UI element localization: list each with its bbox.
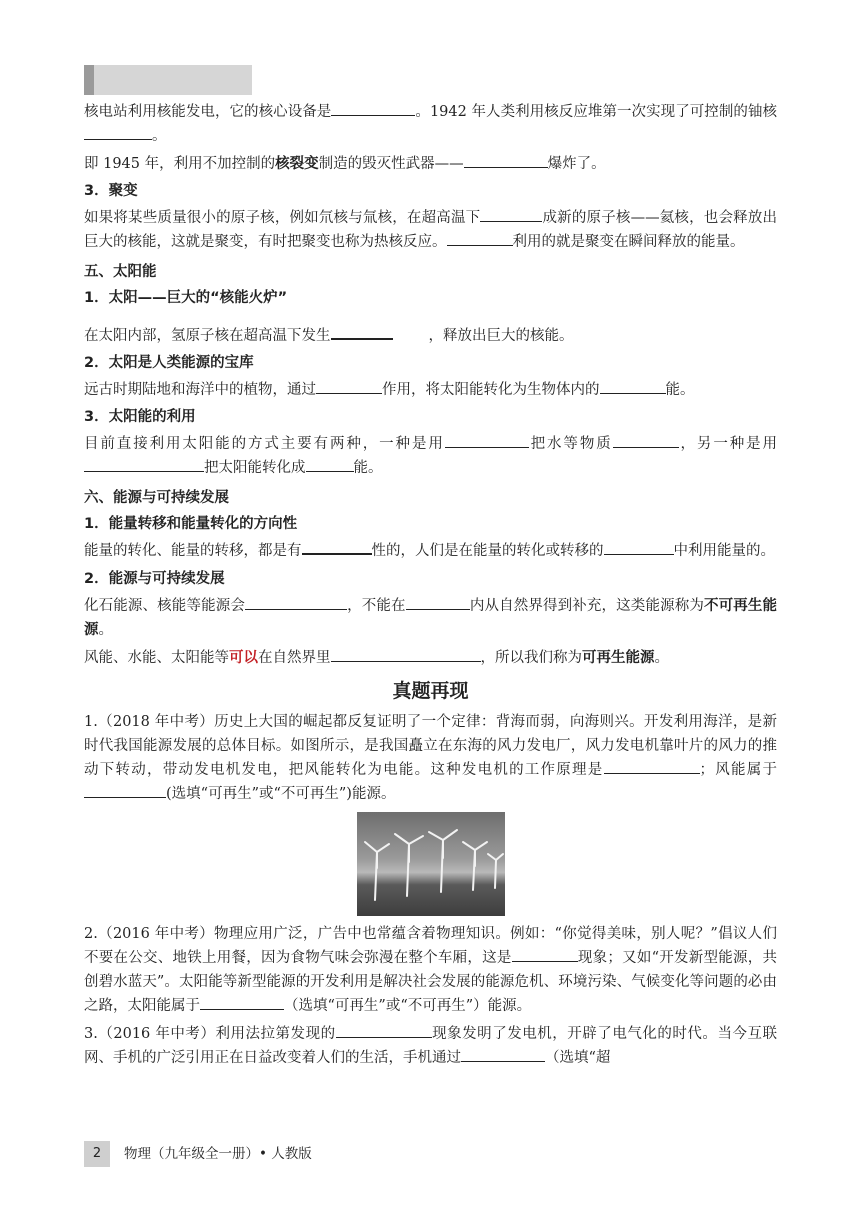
answer-blank[interactable] — [84, 125, 152, 140]
answer-blank[interactable] — [613, 433, 679, 448]
section-title: 真题再现 — [392, 680, 469, 702]
section-heading: 五、太阳能 — [84, 264, 157, 280]
paragraph: 核电站利用核能发电，它的核心设备是 。1942 年人类利用核反应堆第一次实现了可控制的铀核。 — [84, 100, 777, 148]
wind-turbine-icon — [357, 812, 505, 916]
answer-blank[interactable] — [447, 231, 513, 246]
paragraph: 化石能源、核能等能源会 ，不能在 内从自然界得到补充，这类能源称为不可再生能源。 — [84, 594, 777, 642]
answer-blank[interactable] — [461, 1047, 545, 1062]
paragraph: 即 1945 年，利用不加控制的核裂变制造的毁灭性武器—— 爆炸了。 — [84, 152, 777, 176]
answer-blank[interactable] — [445, 433, 529, 448]
subheading: 1．能量转移和能量转化的方向性 — [84, 516, 298, 532]
answer-blank[interactable] — [480, 207, 542, 222]
answer-blank[interactable] — [316, 379, 382, 394]
paragraph: 远古时期陆地和海洋中的植物，通过 作用，将太阳能转化为生物体内的 能。 — [84, 378, 777, 402]
answer-blank[interactable] — [331, 101, 415, 116]
paragraph: 目前直接利用太阳能的方式主要有两种，一种是用 把水等物质 ，另一种是用把太阳能转化成 能。 — [84, 432, 777, 480]
answer-blank[interactable] — [464, 153, 548, 168]
header-bar-mark — [84, 65, 94, 95]
paragraph: 能量的转化、能量的转移，都是有 性的，人们是在能量的转化或转移的 中利用能量的。 — [84, 539, 777, 563]
section-heading: 六、能源与可持续发展 — [84, 490, 229, 506]
answer-blank[interactable] — [245, 595, 347, 610]
answer-blank[interactable] — [336, 1023, 432, 1038]
page-number: 2 — [84, 1141, 110, 1167]
header-bar — [84, 65, 252, 95]
paragraph: 如果将某些质量很小的原子核，例如氘核与氚核，在超高温下 成新的原子核——氦核，也会释放出巨大的核能，这就是聚变，有时把聚变也称为热核反应。 利用的就是聚变在瞬间释放的能量。 — [84, 206, 777, 254]
subheading: 2．能源与可持续发展 — [84, 571, 225, 587]
page-footer — [84, 1141, 384, 1167]
answer-blank[interactable] — [331, 647, 481, 662]
answer-blank[interactable] — [302, 539, 372, 555]
paragraph: 在太阳内部，氢原子核在超高温下发生 ，释放出巨大的核能。 — [84, 324, 777, 348]
answer-blank[interactable] — [84, 457, 204, 472]
answer-blank[interactable] — [406, 595, 470, 610]
question: 3.（2016 年中考）利用法拉第发现的 现象发明了发电机，开辟了电气化的时代。当今互联网、手机的广泛引用正在日益改变着人们的生活，手机通过 （选填“超 — [84, 1022, 777, 1070]
answer-blank[interactable] — [200, 995, 284, 1010]
paragraph: 风能、水能、太阳能等可以在自然界里 ，所以我们称为可再生能源。 — [84, 646, 777, 670]
question: 1.（2018 年中考）历史上大国的崛起都反复证明了一个定律：背海而弱，向海则兴。开发利用海洋，是新时代我国能源发展的总体目标。如图所示，是我国矗立在东海的风力发电厂，风力发电机靠叶片的风力的推动下转动，带动发电机发电，把风能转化为电能。这种发电机的工作原理是 ；风能属于(选填“可再生”或“不可再生”)能源。 — [84, 714, 778, 802]
answer-blank[interactable] — [604, 759, 700, 774]
answer-blank[interactable] — [84, 783, 166, 798]
subheading: 3．聚变 — [84, 183, 138, 199]
answer-blank[interactable] — [331, 324, 393, 340]
answer-blank[interactable] — [604, 540, 674, 555]
answer-blank[interactable] — [600, 379, 666, 394]
subheading: 2．太阳是人类能源的宝库 — [84, 355, 254, 371]
subheading: 1．太阳——巨大的“核能火炉” — [84, 290, 288, 306]
subheading: 3．太阳能的利用 — [84, 409, 196, 425]
book-title: 物理（九年级全一册）• 人教版 — [124, 1146, 312, 1162]
page-content — [84, 100, 777, 1070]
answer-blank[interactable] — [512, 947, 578, 962]
answer-blank[interactable] — [306, 457, 354, 472]
wind-turbine-photo — [357, 812, 505, 916]
question: 2.（2016 年中考）物理应用广泛，广告中也常蕴含着物理知识。例如：“你觉得美味，别人呢？”倡议人们不要在公交、地铁上用餐，因为食物气味会弥漫在整个车厢，这是 现象；又如“开发新型能源，共创碧水蓝天”。太阳能等新型能源的开发利用是解决社会发展的能源危机、环境污染、气候变化等问题的必由之路，太阳能属于 （选填“可再生”或“不可再生”）能源。 — [84, 926, 777, 1014]
